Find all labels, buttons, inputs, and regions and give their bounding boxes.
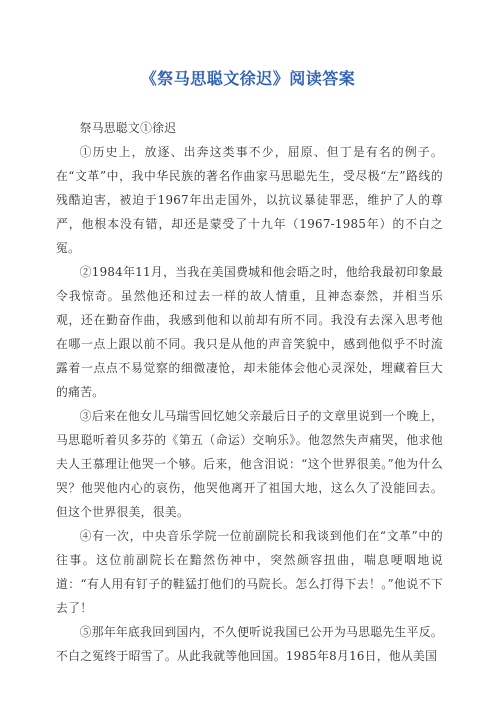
author-line: 祭马思聪文①徐迟 [79,121,177,135]
paragraph-1: ①历史上，放逐、出奔这类事不少，屈原、但丁是有名的例子。在“文革”中，我中华民族的著名作曲家马思聪先生，受尽极“左”路线的残酷迫害，被迫于1967年出走国外，以抗议暴徒罪恶，维护了人的尊严，他根本没有错，却还是蒙受了十九年（1967-1985年）的不白之冤。 [56,145,443,255]
paragraph-2: ②1984年11月，当我在美国费城和他会晤之时，他给我最初印象最令我惊奇。虽然他还和过去一样的故人情重，且神态泰然，并相当乐观，还在勤奋作曲，我感到他和以前却有所不同。我没有去深入思考他在哪一点上跟以前不同。我只是从他的声音笑貌中，感到他似乎不时流露着一点点不易觉察的细微凄怆，却未能体会他心灵深处，埋藏着巨大的痛苦。 [56,265,443,399]
paragraph-3: ③后来在他女儿马瑞雪回忆她父亲最后日子的文章里说到一个晚上，马思聪听着贝多芬的《第五（命运）交响乐》。他忽然失声痛哭，他求他夫人王慕理让他哭一个够。后来，他含泪说：“这个世界很美。”他为什么哭？他哭他内心的哀伤，他哭他离开了祖国大地，这么久了没能回去。但这个世界很美，很美。 [56,409,443,519]
paragraph-4: ④有一次，中央音乐学院一位前副院长和我谈到他们在“文革”中的往事。这位前副院长在黯然伤神中，突然颜容扭曲，喘息哽咽地说道：“有人用有钉子的鞋猛打他们的马院长。怎么打得下去！。”他说不下去了！ [56,529,443,615]
article-body [56,116,443,668]
paragraph-5: ⑤那年年底我回到国内，不久便听说我国已公开为马思聪先生平反。不白之冤终于昭雪了。从此我就等他回国。1985年8月16日，他从美国 [56,625,443,663]
page-title: 《祭马思聪文徐迟》阅读答案 [140,69,356,88]
